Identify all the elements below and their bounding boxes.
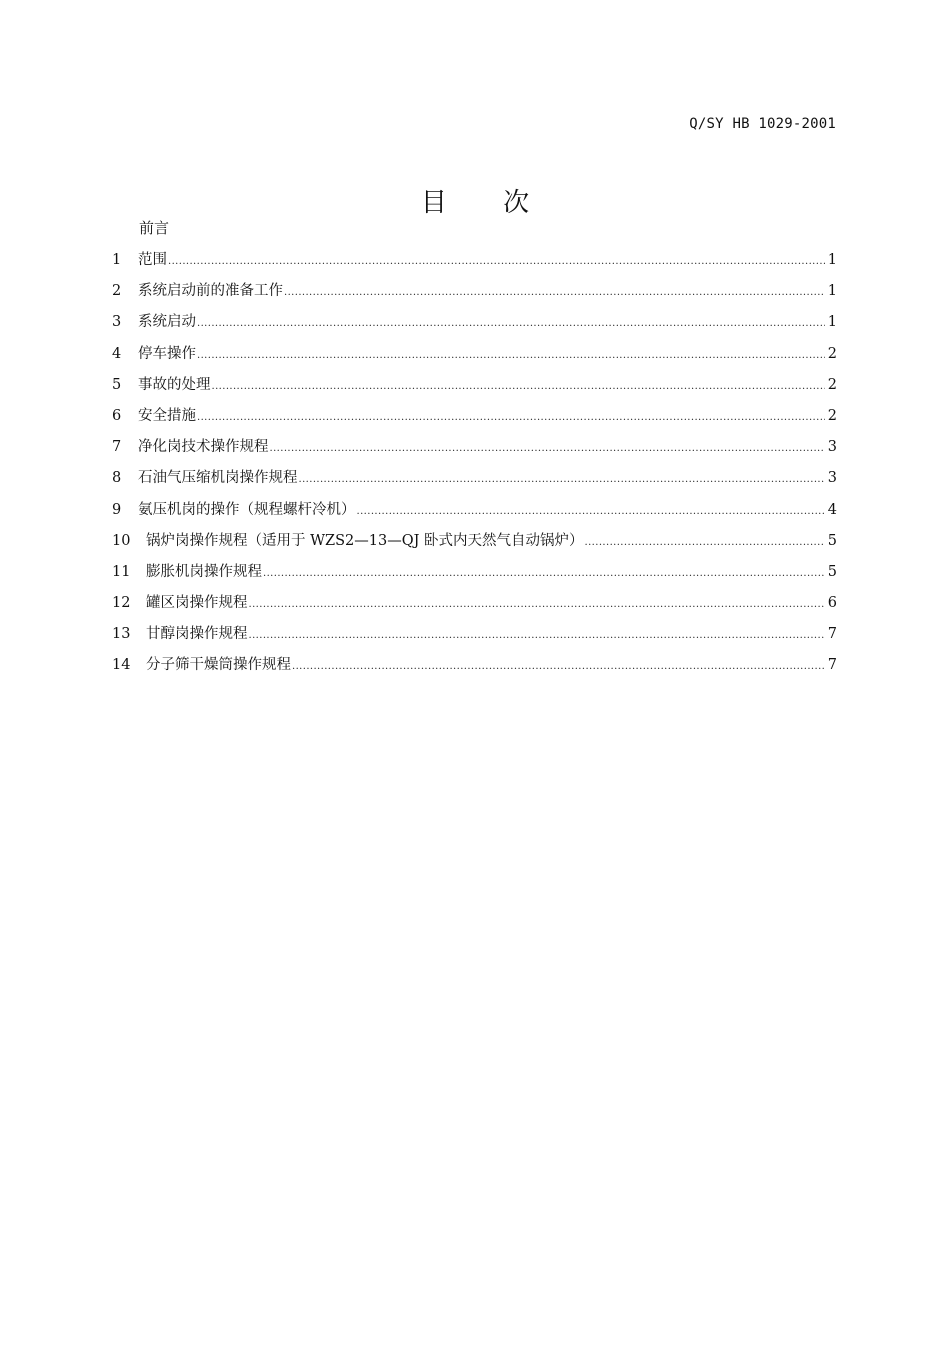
toc-entry-title: 净化岗技术操作规程 (138, 439, 269, 456)
toc-entry-title: 膨胀机岗操作规程 (146, 563, 262, 580)
toc-entry[interactable] (112, 342, 837, 373)
toc-entry-number: 12 (112, 595, 131, 612)
toc-entry-number: 6 (112, 407, 122, 424)
toc-entry-number: 13 (112, 626, 131, 643)
toc-entry-title: 安全措施 (138, 407, 196, 424)
toc-entry-number: 3 (112, 314, 122, 331)
toc-entry-page: 3 (827, 470, 837, 487)
toc-entry[interactable] (112, 435, 837, 466)
toc-entry-page: 1 (827, 314, 837, 331)
toc-entry-page: 1 (827, 283, 837, 300)
toc-entry-page: 7 (827, 657, 837, 674)
toc-leader-dots (249, 630, 825, 641)
toc-entry-title: 分子筛干燥筒操作规程 (146, 657, 291, 674)
toc-entry-page: 3 (827, 439, 837, 456)
toc-entry-page: 7 (827, 626, 837, 643)
toc-leader-dots (197, 412, 825, 423)
toc-entry-page: 2 (827, 376, 837, 393)
toc-entry-title: 石油气压缩机岗操作规程 (138, 470, 298, 487)
toc-entry-number: 1 (112, 252, 122, 268)
toc-leader-dots (299, 474, 825, 485)
toc-leader-dots (263, 568, 825, 579)
toc-entry-title: 系统启动前的准备工作 (138, 283, 283, 300)
toc-entry[interactable] (112, 653, 837, 684)
toc-entry-number: 8 (112, 470, 122, 487)
document-code: Q/SY HB 1029-2001 (689, 116, 836, 132)
toc-entry-title: 范围 (138, 252, 167, 268)
toc-entry-page: 1 (827, 252, 837, 268)
toc-title: 目 次 (420, 188, 554, 218)
toc-entry-title: 锅炉岗操作规程（适用于 WZS2—13—QJ 卧式内天然气自动锅炉） (146, 532, 584, 549)
toc-leader-dots (197, 350, 825, 361)
toc-leader-dots (585, 537, 825, 548)
toc-entry-number: 11 (112, 563, 131, 580)
toc-entry-number: 14 (112, 657, 131, 674)
toc-entry-number: 5 (112, 376, 122, 393)
toc-leader-dots (284, 287, 825, 298)
toc-list (112, 248, 837, 685)
toc-entry-title: 氨压机岗的操作（规程螺杆冷机） (138, 501, 356, 518)
toc-entry[interactable] (112, 498, 837, 529)
toc-leader-dots (270, 443, 825, 454)
toc-entry-page: 4 (827, 501, 837, 518)
toc-entry-page: 5 (827, 563, 837, 580)
toc-entry-page: 2 (827, 345, 837, 362)
toc-preface: 前言 (139, 219, 170, 237)
toc-entry-title: 系统启动 (138, 314, 196, 331)
toc-entry[interactable] (112, 466, 837, 497)
toc-entry[interactable] (112, 622, 837, 653)
toc-entry-title: 停车操作 (138, 345, 196, 362)
toc-entry-page: 5 (827, 532, 837, 549)
toc-entry[interactable] (112, 279, 837, 310)
toc-leader-dots (197, 318, 825, 329)
toc-leader-dots (357, 506, 825, 517)
toc-entry-title: 事故的处理 (138, 376, 211, 393)
toc-entry-title: 罐区岗操作规程 (146, 595, 248, 612)
toc-leader-dots (168, 256, 825, 267)
toc-entry-page: 6 (827, 595, 837, 612)
toc-entry-number: 9 (112, 501, 122, 518)
toc-entry[interactable] (112, 591, 837, 622)
toc-entry-number: 4 (112, 345, 122, 362)
toc-entry-number: 10 (112, 532, 131, 549)
toc-entry[interactable] (112, 560, 837, 591)
toc-entry-page: 2 (827, 407, 837, 424)
toc-entry[interactable] (112, 529, 837, 560)
toc-entry[interactable] (112, 310, 837, 341)
toc-entry-title: 甘醇岗操作规程 (146, 626, 248, 643)
toc-leader-dots (249, 599, 825, 610)
toc-entry[interactable] (112, 373, 837, 404)
toc-leader-dots (212, 381, 825, 392)
toc-entry[interactable] (112, 248, 837, 279)
toc-entry[interactable] (112, 404, 837, 435)
toc-entry-number: 7 (112, 439, 122, 456)
toc-leader-dots (292, 661, 825, 672)
toc-entry-number: 2 (112, 283, 122, 300)
